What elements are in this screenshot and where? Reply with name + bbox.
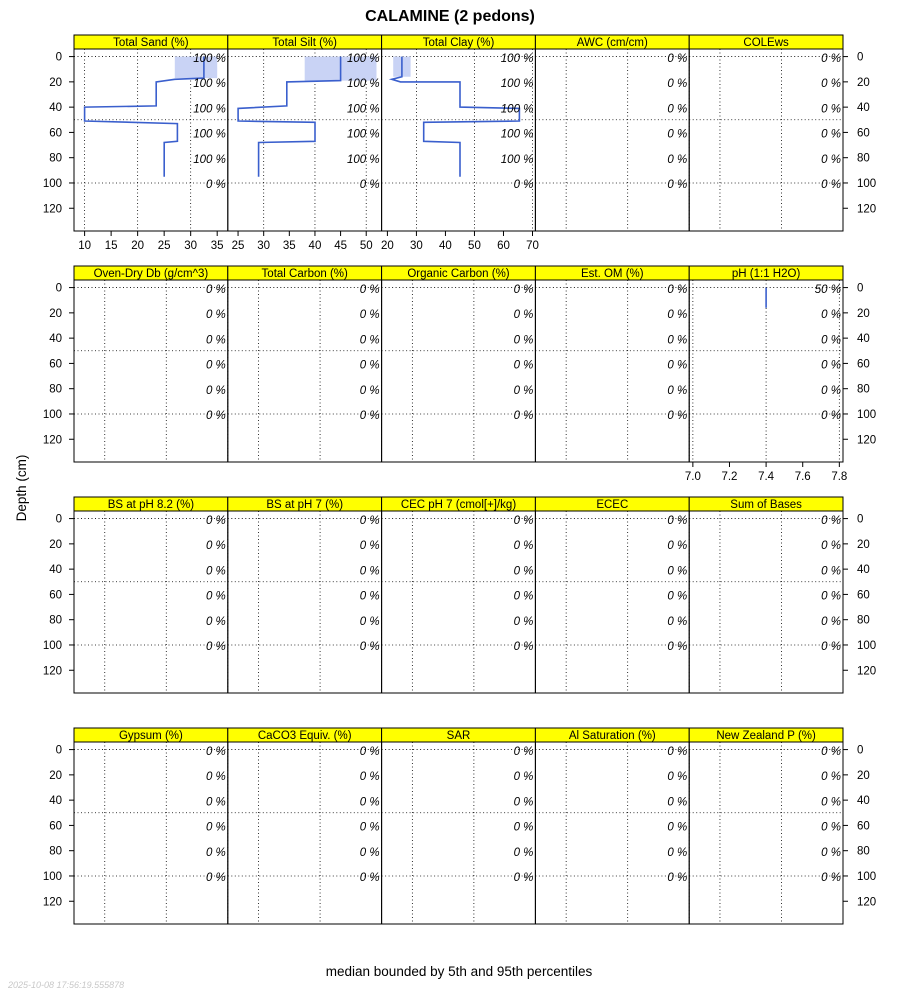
depth-tick-label-left: 40 xyxy=(49,795,62,808)
pct-label: 0 % xyxy=(513,179,534,192)
depth-tick-label-right: 40 xyxy=(857,333,870,346)
panel-frame xyxy=(382,742,536,924)
pct-label: 0 % xyxy=(667,745,688,758)
pct-label: 0 % xyxy=(513,872,534,885)
depth-tick-label-right: 20 xyxy=(857,769,870,782)
x-tick-label: 35 xyxy=(282,240,296,252)
x-tick-label: 15 xyxy=(104,240,118,252)
depth-tick-label-left: 80 xyxy=(49,383,62,396)
pct-label: 0 % xyxy=(667,128,688,141)
panel-al-saturation xyxy=(535,728,689,924)
pct-label: 0 % xyxy=(205,514,226,527)
panel-strip-label: CaCO3 Equiv. (%) xyxy=(257,730,352,742)
panel-frame xyxy=(228,280,382,462)
depth-tick-label-right: 100 xyxy=(857,408,877,421)
depth-tick-label-right: 80 xyxy=(857,383,870,396)
x-tick-label: 20 xyxy=(131,240,145,252)
pct-label: 0 % xyxy=(821,796,841,809)
pct-label: 0 % xyxy=(667,846,688,859)
depth-tick-label-right: 80 xyxy=(857,152,870,165)
depth-tick-label-left: 0 xyxy=(55,513,62,526)
pct-label: 0 % xyxy=(821,128,841,141)
depth-tick-label-right: 0 xyxy=(857,744,864,757)
panel-strip-label: pH (1:1 H2O) xyxy=(731,268,801,280)
pct-label: 0 % xyxy=(667,796,688,809)
panel-frame xyxy=(74,280,228,462)
pct-label: 0 % xyxy=(821,745,841,758)
pct-label: 100 % xyxy=(346,128,380,141)
depth-tick-label-left: 0 xyxy=(55,744,62,757)
panel-strip-label: Al Saturation (%) xyxy=(568,730,656,742)
pct-label: 0 % xyxy=(513,771,534,784)
panel-ph-1-1-h2o xyxy=(685,266,847,483)
pct-label: 0 % xyxy=(821,179,841,192)
pct-label: 0 % xyxy=(513,514,534,527)
pct-label: 0 % xyxy=(667,771,688,784)
pct-label: 0 % xyxy=(667,78,688,91)
panel-frame xyxy=(535,49,689,231)
panel-total-sand xyxy=(74,35,228,252)
timestamp: 2025-10-08 17:56:19.555878 xyxy=(8,980,125,990)
x-tick-label: 60 xyxy=(497,240,510,252)
x-tick-label: 30 xyxy=(257,240,271,252)
panel-strip-label: New Zealand P (%) xyxy=(716,730,816,742)
pct-label: 0 % xyxy=(513,565,534,578)
pct-label: 0 % xyxy=(513,384,534,397)
pct-label: 0 % xyxy=(667,565,688,578)
pct-label: 0 % xyxy=(205,771,226,784)
pct-label: 0 % xyxy=(205,796,226,809)
x-tick-label: 25 xyxy=(157,240,171,252)
panel-cec-ph-7-cmol-kg xyxy=(382,497,536,693)
panel-frame xyxy=(228,511,382,693)
panel-total-clay xyxy=(381,35,539,252)
panel-strip-label: Total Clay (%) xyxy=(422,37,495,49)
pct-label: 100 % xyxy=(193,78,226,91)
pct-label: 100 % xyxy=(193,103,226,116)
pct-label: 0 % xyxy=(667,52,688,65)
depth-tick-label-left: 40 xyxy=(49,333,62,346)
pct-label: 0 % xyxy=(359,821,380,834)
panel-organic-carbon xyxy=(382,266,536,462)
depth-tick-label-left: 80 xyxy=(49,152,62,165)
pct-label: 0 % xyxy=(513,410,534,423)
pct-label: 0 % xyxy=(359,872,380,885)
pct-label: 0 % xyxy=(513,796,534,809)
panel-sar xyxy=(382,728,536,924)
pct-label: 100 % xyxy=(346,103,380,116)
pct-label: 0 % xyxy=(359,771,380,784)
pct-label: 0 % xyxy=(667,283,688,296)
pct-label: 0 % xyxy=(667,641,688,654)
depth-tick-label-left: 100 xyxy=(42,870,62,883)
depth-tick-label-left: 100 xyxy=(42,639,62,652)
pct-label: 0 % xyxy=(359,615,380,628)
pct-label: 0 % xyxy=(205,745,226,758)
panel-strip-label: Oven-Dry Db (g/cm^3) xyxy=(93,268,209,280)
x-tick-label: 20 xyxy=(381,240,394,252)
x-tick-label: 45 xyxy=(334,240,347,252)
pct-label: 100 % xyxy=(346,52,380,65)
panel-strip-label: Organic Carbon (%) xyxy=(407,268,510,280)
pct-label: 0 % xyxy=(205,615,226,628)
pct-label: 0 % xyxy=(667,821,688,834)
x-tick-label: 7.0 xyxy=(684,471,701,483)
depth-tick-label-right: 20 xyxy=(857,538,870,551)
pct-label: 0 % xyxy=(359,359,380,372)
pct-label: 0 % xyxy=(205,641,226,654)
panel-colews xyxy=(689,35,843,231)
panel-frame xyxy=(689,511,843,693)
pct-label: 0 % xyxy=(359,846,380,859)
pct-label: 0 % xyxy=(821,540,841,553)
panel-frame xyxy=(535,511,689,693)
panel-strip-label: Sum of Bases xyxy=(730,499,802,511)
depth-tick-label-left: 20 xyxy=(49,76,62,89)
depth-tick-label-right: 40 xyxy=(857,795,870,808)
x-tick-label: 7.4 xyxy=(758,471,775,483)
depth-tick-label-right: 120 xyxy=(857,665,877,678)
pct-label: 0 % xyxy=(359,384,380,397)
panel-frame xyxy=(535,742,689,924)
pct-label: 0 % xyxy=(821,153,841,166)
pct-label: 0 % xyxy=(821,410,841,423)
depth-tick-label-left: 120 xyxy=(42,896,62,909)
pct-label: 0 % xyxy=(667,590,688,603)
pct-label: 0 % xyxy=(821,334,841,347)
panel-gypsum xyxy=(74,728,228,924)
depth-tick-label-left: 100 xyxy=(42,408,62,421)
pct-label: 0 % xyxy=(513,745,534,758)
panel-new-zealand-p xyxy=(689,728,843,924)
pct-label: 0 % xyxy=(667,615,688,628)
depth-tick-label-right: 60 xyxy=(857,358,870,371)
pct-label: 100 % xyxy=(346,153,380,166)
pct-label: 0 % xyxy=(205,540,226,553)
panel-oven-dry-db-g-cm-3 xyxy=(74,266,228,462)
depth-tick-label-right: 120 xyxy=(857,896,877,909)
depth-tick-label-left: 100 xyxy=(42,177,62,190)
depth-tick-label-right: 60 xyxy=(857,820,870,833)
depth-tick-label-right: 0 xyxy=(857,51,864,64)
panel-frame xyxy=(382,511,536,693)
panel-frame xyxy=(689,49,843,231)
depth-tick-label-left: 60 xyxy=(49,127,62,140)
pct-label: 50 % xyxy=(814,283,841,296)
pct-label: 0 % xyxy=(821,309,841,322)
pct-label: 0 % xyxy=(513,821,534,834)
y-axis-label: Depth (cm) xyxy=(14,454,29,522)
depth-tick-label-right: 80 xyxy=(857,614,870,627)
x-tick-label: 35 xyxy=(210,240,224,252)
pct-label: 100 % xyxy=(500,78,534,91)
panel-sum-of-bases xyxy=(689,497,843,693)
depth-tick-label-right: 120 xyxy=(857,203,877,216)
x-tick-label: 7.2 xyxy=(721,471,738,483)
panel-total-silt xyxy=(228,35,382,252)
pct-label: 0 % xyxy=(821,359,841,372)
depth-tick-label-left: 120 xyxy=(42,203,62,216)
pct-label: 0 % xyxy=(513,359,534,372)
pct-label: 0 % xyxy=(513,540,534,553)
pct-label: 0 % xyxy=(667,359,688,372)
depth-tick-label-left: 20 xyxy=(49,307,62,320)
pct-label: 0 % xyxy=(821,78,841,91)
depth-tick-label-right: 60 xyxy=(857,127,870,140)
depth-tick-label-right: 100 xyxy=(857,870,877,883)
depth-tick-label-left: 80 xyxy=(49,614,62,627)
pct-label: 0 % xyxy=(359,590,380,603)
pct-label: 0 % xyxy=(359,410,380,423)
depth-tick-label-right: 100 xyxy=(857,177,877,190)
depth-tick-label-left: 80 xyxy=(49,845,62,858)
pct-label: 0 % xyxy=(821,590,841,603)
pct-label: 0 % xyxy=(667,153,688,166)
pct-label: 100 % xyxy=(500,52,534,65)
depth-tick-label-left: 60 xyxy=(49,358,62,371)
panel-bs-at-ph-8-2 xyxy=(74,497,228,693)
pct-label: 0 % xyxy=(667,103,688,116)
depth-tick-label-left: 40 xyxy=(49,564,62,577)
pct-label: 0 % xyxy=(359,283,380,296)
panel-ecec xyxy=(535,497,689,693)
panel-est-om xyxy=(535,266,689,462)
pct-label: 0 % xyxy=(205,179,226,192)
depth-tick-label-left: 60 xyxy=(49,820,62,833)
pct-label: 0 % xyxy=(667,384,688,397)
x-tick-label: 70 xyxy=(526,240,539,252)
panel-strip-label: BS at pH 7 (%) xyxy=(266,499,344,511)
x-tick-label: 40 xyxy=(308,240,322,252)
pct-label: 0 % xyxy=(205,846,226,859)
pct-label: 0 % xyxy=(359,514,380,527)
pct-label: 100 % xyxy=(500,103,534,116)
pct-label: 0 % xyxy=(359,309,380,322)
depth-tick-label-right: 0 xyxy=(857,513,864,526)
depth-tick-label-right: 40 xyxy=(857,102,870,115)
pct-label: 0 % xyxy=(821,821,841,834)
panel-strip-label: Total Carbon (%) xyxy=(261,268,348,280)
pct-label: 0 % xyxy=(513,334,534,347)
x-tick-label: 10 xyxy=(78,240,92,252)
panel-strip-label: BS at pH 8.2 (%) xyxy=(107,499,195,511)
panel-strip-label: SAR xyxy=(446,730,471,742)
panel-frame xyxy=(689,742,843,924)
panel-caco3-equiv xyxy=(228,728,382,924)
depth-tick-label-right: 40 xyxy=(857,564,870,577)
x-tick-label: 25 xyxy=(231,240,245,252)
x-tick-label: 7.6 xyxy=(794,471,811,483)
pct-label: 100 % xyxy=(500,128,534,141)
panel-strip-label: AWC (cm/cm) xyxy=(576,37,648,49)
pct-label: 0 % xyxy=(821,872,841,885)
x-tick-label: 50 xyxy=(468,240,481,252)
depth-tick-label-left: 120 xyxy=(42,665,62,678)
depth-tick-label-left: 120 xyxy=(42,434,62,447)
panel-strip-label: CEC pH 7 (cmol[+]/kg) xyxy=(400,499,517,511)
depth-tick-label-left: 0 xyxy=(55,282,62,295)
pct-label: 0 % xyxy=(205,821,226,834)
pct-label: 0 % xyxy=(667,410,688,423)
pct-label: 100 % xyxy=(500,153,534,166)
panel-frame xyxy=(382,280,536,462)
pct-label: 0 % xyxy=(205,334,226,347)
pct-label: 0 % xyxy=(667,179,688,192)
pct-label: 100 % xyxy=(346,78,380,91)
panel-frame xyxy=(74,511,228,693)
pct-label: 0 % xyxy=(513,590,534,603)
pct-label: 0 % xyxy=(821,514,841,527)
panel-frame xyxy=(228,742,382,924)
pct-label: 100 % xyxy=(193,153,226,166)
pct-label: 0 % xyxy=(667,309,688,322)
pct-label: 0 % xyxy=(667,872,688,885)
pct-label: 0 % xyxy=(513,641,534,654)
pct-label: 0 % xyxy=(821,565,841,578)
depth-tick-label-left: 60 xyxy=(49,589,62,602)
pct-label: 0 % xyxy=(513,615,534,628)
x-tick-label: 30 xyxy=(410,240,423,252)
panel-bs-at-ph-7 xyxy=(228,497,382,693)
pct-label: 0 % xyxy=(821,384,841,397)
panel-strip-label: Gypsum (%) xyxy=(118,730,183,742)
pct-label: 100 % xyxy=(193,52,226,65)
pct-label: 0 % xyxy=(513,309,534,322)
pct-label: 0 % xyxy=(205,384,226,397)
pct-label: 0 % xyxy=(205,309,226,322)
pct-label: 0 % xyxy=(821,615,841,628)
x-tick-label: 50 xyxy=(359,240,373,252)
pct-label: 0 % xyxy=(205,872,226,885)
depth-tick-label-left: 20 xyxy=(49,538,62,551)
chart-title: CALAMINE (2 pedons) xyxy=(365,8,535,25)
panel-strip-label: Total Sand (%) xyxy=(113,37,189,49)
panel-frame xyxy=(74,742,228,924)
pct-label: 0 % xyxy=(205,565,226,578)
pct-label: 0 % xyxy=(667,514,688,527)
pct-label: 0 % xyxy=(359,745,380,758)
depth-tick-label-right: 120 xyxy=(857,434,877,447)
pct-label: 0 % xyxy=(359,565,380,578)
depth-tick-label-left: 0 xyxy=(55,51,62,64)
x-tick-label: 30 xyxy=(184,240,198,252)
pct-label: 0 % xyxy=(821,771,841,784)
pct-label: 0 % xyxy=(359,641,380,654)
depth-tick-label-right: 80 xyxy=(857,845,870,858)
depth-tick-label-right: 0 xyxy=(857,282,864,295)
panel-strip-label: Est. OM (%) xyxy=(580,268,644,280)
panel-grid xyxy=(43,35,876,924)
depth-tick-label-right: 100 xyxy=(857,639,877,652)
pct-label: 0 % xyxy=(821,846,841,859)
x-tick-label: 40 xyxy=(439,240,452,252)
pct-label: 0 % xyxy=(513,846,534,859)
panel-strip-label: Total Silt (%) xyxy=(272,37,337,49)
pct-label: 0 % xyxy=(205,283,226,296)
pct-label: 0 % xyxy=(821,641,841,654)
pct-label: 0 % xyxy=(821,103,841,116)
pct-label: 0 % xyxy=(205,410,226,423)
pct-label: 0 % xyxy=(513,283,534,296)
pct-label: 100 % xyxy=(193,128,226,141)
pct-label: 0 % xyxy=(821,52,841,65)
panel-strip-label: COLEws xyxy=(743,37,789,49)
depth-tick-label-right: 20 xyxy=(857,307,870,320)
pct-label: 0 % xyxy=(667,334,688,347)
pct-label: 0 % xyxy=(359,179,380,192)
pct-label: 0 % xyxy=(205,359,226,372)
pct-label: 0 % xyxy=(359,540,380,553)
pct-label: 0 % xyxy=(205,590,226,603)
x-tick-label: 7.8 xyxy=(831,471,848,483)
pct-label: 0 % xyxy=(359,334,380,347)
depth-tick-label-right: 20 xyxy=(857,76,870,89)
panel-strip-label: ECEC xyxy=(596,499,629,511)
chart-caption: median bounded by 5th and 95th percentiles xyxy=(325,964,593,979)
depth-tick-label-left: 40 xyxy=(49,102,62,115)
depth-tick-label-right: 60 xyxy=(857,589,870,602)
depth-tick-label-left: 20 xyxy=(49,769,62,782)
panel-total-carbon xyxy=(228,266,382,462)
pct-label: 0 % xyxy=(359,796,380,809)
panel-frame xyxy=(535,280,689,462)
pct-label: 0 % xyxy=(667,540,688,553)
panel-awc-cm-cm xyxy=(535,35,689,231)
